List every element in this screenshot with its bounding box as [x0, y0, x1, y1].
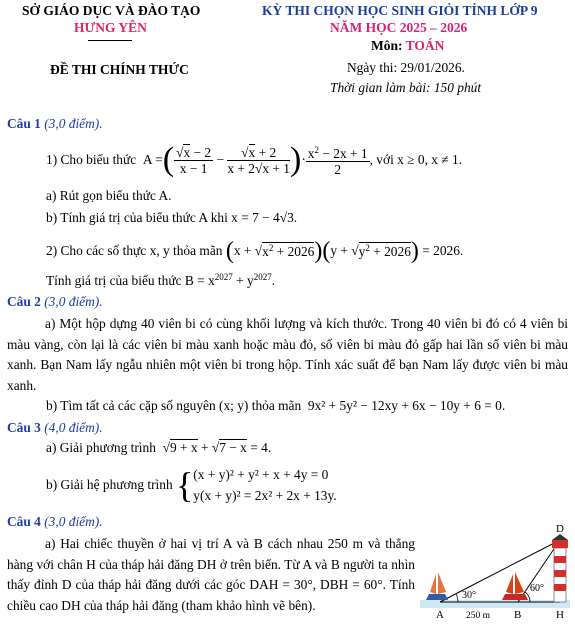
q2-points: (3,0 điểm). [44, 294, 103, 309]
q1-p2-tail [46, 272, 275, 289]
q4-text1: a) Hai chiếc thuyền ở hai vị trí A và B cách nhau 250 m và thẳng hàng với chân H của tháp hải đăng DH ở trên biển. Từ A và B người ta nhìn thấy đỉnh D của tháp hải đăng dưới các góc [7, 536, 415, 593]
q1-points: (3,0 điểm). [44, 116, 103, 131]
sys-eq-1: (x + y)² + y² + x + 4y = 0 [193, 467, 329, 482]
q4-text: a) Hai chiếc thuyền ở hai vị trí A và B cách nhau 250 m và thẳng hàng với chân H của tháp hải đăng DH ở trên biển. Từ A và B người ta nhìn thấy đỉnh D của tháp hải đăng dưới các góc DAH = 30°, DBH = 60°. Tính chiều cao DH của tháp hải đăng (tham khảo hình vẽ bên). [7, 536, 415, 613]
q1-p2-rhs: = 2026. [422, 243, 464, 258]
q2-b-prefix: b) Tìm tất cả các cặp số nguyên (x; y) thỏa mãn [46, 398, 302, 413]
q2-heading [7, 294, 103, 310]
q2-a: a) Một hộp dựng 40 viên bi có cùng khối lượng và kích thước. Trong 40 viên bi đó có 4 viên bi màu vàng, còn lại là các viên bi màu xanh hoặc màu đỏ, số viên bi màu đỏ gấp hai lần số viên bi màu xanh. Bạn Nam lấy ngẫu nhiên một viên bi trong hộp. Tính xác suất để bạn Nam lấy được viên bi màu xanh. [7, 316, 568, 393]
fraction-3: $\frac{x^2 - 2x + 1}{2}$ [307, 145, 368, 177]
label-D: D [556, 523, 564, 535]
boat-A-icon [426, 572, 448, 600]
paren-x-open: ( [225, 238, 234, 264]
plus-y: + y [232, 273, 254, 288]
q4-text2: . Tính chiều cao DH của tháp hải đăng (tham khảo hình vẽ bên). [7, 577, 415, 613]
left-paren: ( [162, 141, 175, 178]
lighthouse-figure [418, 522, 573, 630]
exam-duration: Thời gian làm bài: 150 phút [330, 80, 482, 95]
label-60: 60° [530, 583, 544, 594]
fraction-2: $\frac{√x + 2}{x + 2√x + 1}$ [227, 144, 290, 176]
sys-eq-2: y(x + y)² = 2x² + 2x + 13y. [193, 488, 337, 503]
q1-heading [7, 116, 103, 132]
fraction-1: $\frac{√x - 2}{x - 1}$ [176, 144, 212, 176]
label-30: 30° [462, 590, 476, 601]
q1-b-expr: x = 7 − 4√3. [231, 210, 298, 225]
q3-a-prefix: a) Giải phương trình [46, 440, 156, 455]
subject-label: Môn: [371, 38, 403, 53]
q1-a: a) Rút gọn biểu thức A. [46, 188, 172, 203]
q2-b-eq: 9x² + 5y² − 12xy + 6x − 10y + 6 = 0. [307, 398, 506, 413]
q1-b-prefix: b) Tính giá trị của biểu thức A khi [46, 210, 228, 225]
q4-points: (3,0 điểm). [44, 514, 103, 529]
subject-line [371, 38, 444, 54]
q2-title: Câu 2 [7, 294, 41, 309]
exp-x: 2027 [214, 272, 233, 282]
dept-name: SỞ GIÁO DỤC VÀ ĐÀO TẠO [22, 3, 201, 18]
right-paren: ) [290, 141, 302, 178]
q1-p1-var: A = [142, 152, 163, 167]
q4-heading [7, 514, 103, 530]
q3-heading [7, 420, 103, 436]
q1-p2-tail-prefix: Tính giá trị của biểu thức [46, 273, 182, 288]
boat-B-icon [502, 572, 528, 600]
q3-b-prefix: b) Giải hệ phương trình [46, 477, 173, 492]
q3-a-eq: = 4. [250, 440, 272, 455]
paren-x-close: ) [314, 238, 323, 264]
q1-p1-cond: , với x ≥ 0, x ≠ 1. [369, 152, 463, 167]
q2-b [46, 398, 505, 414]
label-dist: 250 m [466, 611, 491, 621]
province-name: HƯNG YÊN [74, 20, 147, 35]
label-A: A [436, 609, 444, 621]
dot: . [271, 273, 276, 288]
exp-y: 2027 [253, 272, 272, 282]
label-B: B [514, 609, 522, 621]
q3-title: Câu 3 [7, 420, 41, 435]
q1-part2: 2) Cho các số thực x, y thỏa mãn ( x + √ $x^2 + 2026$ ) ( y + √ $y^2 + 2026$ ) = 2026. [46, 238, 464, 264]
q3-a: a) Giải phương trình √9 + x + √7 − x = 4. [46, 440, 272, 455]
q1-title: Câu 1 [7, 116, 41, 131]
angle-1: DAH = 30° [249, 577, 313, 593]
angle-2: DBH = 60° [320, 577, 383, 593]
q3-b [46, 463, 337, 507]
lighthouse [552, 534, 568, 602]
q1-p1-prefix: 1) Cho biểu thức [46, 152, 137, 167]
q1-part1: 1) Cho biểu thức A = ( $\frac{√x - 2}{x - 1}$ − $\frac{√x + 2}{x + 2√x + 1}$ ) · $\frac{x^2 - 2x + 1}{2}$ , với x ≥ 0, x ≠ 1. [46, 141, 463, 178]
exam-date: Ngày thi: 29/01/2026. [347, 60, 465, 75]
subject: TOÁN [405, 38, 445, 53]
q3-points: (4,0 điểm). [44, 420, 103, 435]
label-H: H [556, 609, 564, 621]
province-underline [88, 40, 132, 41]
equation-system [193, 464, 336, 506]
official-label: ĐỀ THI CHÍNH THỨC [50, 62, 189, 77]
q1-p2-prefix: 2) Cho các số thực x, y thỏa mãn [46, 243, 223, 258]
paren-y-close: ) [410, 238, 419, 264]
paren-y-open: ( [322, 238, 331, 264]
school-year: NĂM HỌC 2025 – 2026 [330, 20, 468, 35]
system-brace: { [176, 465, 194, 505]
q4-title: Câu 4 [7, 514, 41, 529]
exam-title: KỲ THI CHỌN HỌC SINH GIỎI TỈNH LỚP 9 [262, 3, 538, 18]
q1-p2-tail-expr: B = x [184, 273, 215, 288]
q1-b [46, 210, 297, 226]
